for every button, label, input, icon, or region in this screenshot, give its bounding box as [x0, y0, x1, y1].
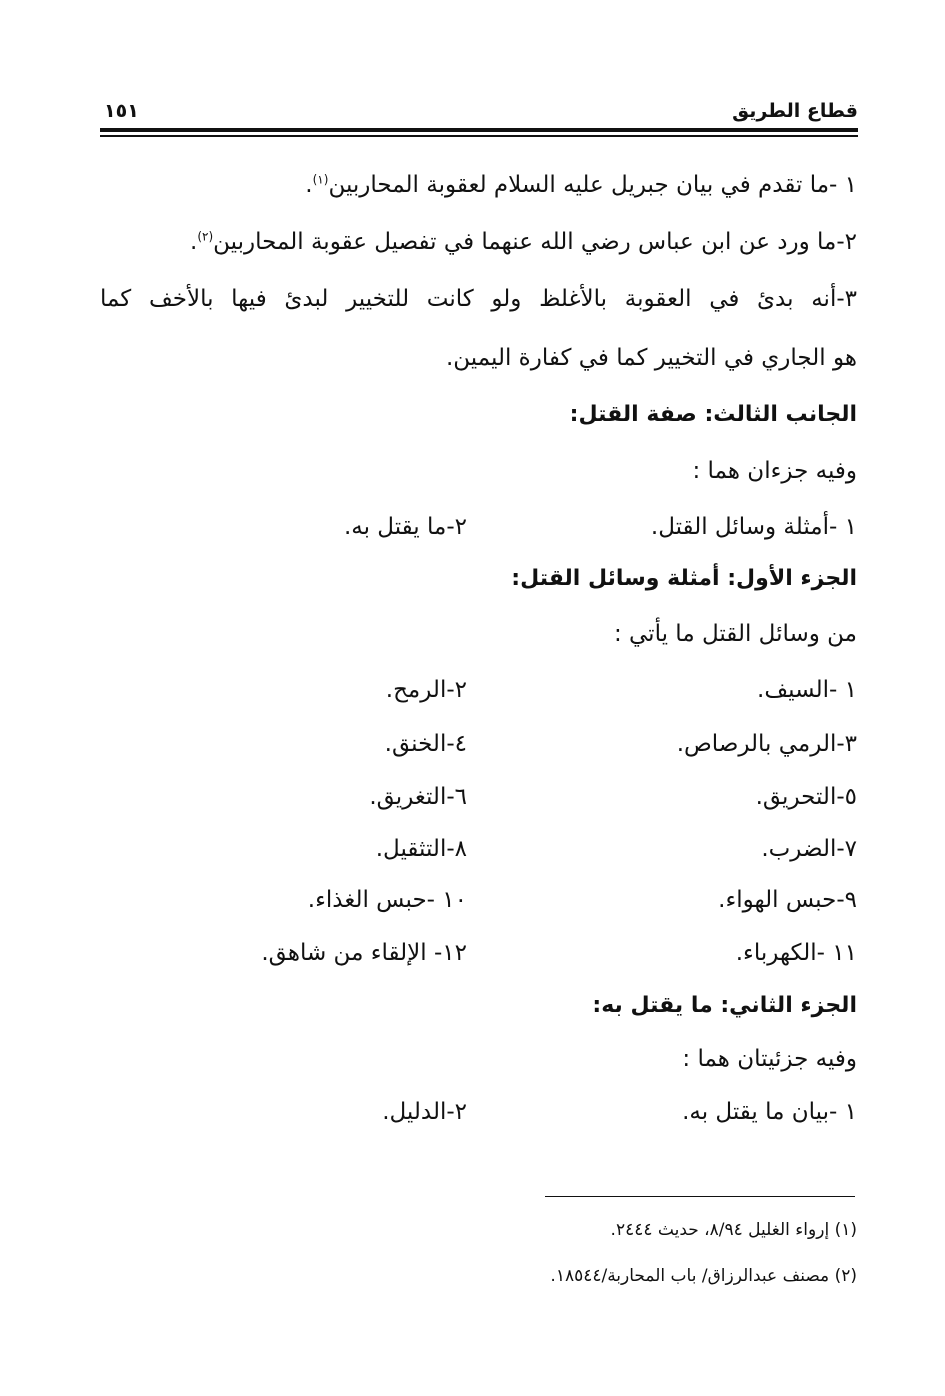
- chapter-title: قطاع الطريق: [732, 100, 858, 122]
- method-item: ٥-التحريق.: [755, 784, 857, 810]
- footnote-ref-2[interactable]: (٢): [197, 229, 214, 244]
- part2-intro: وفيه جزئيتان هما :: [682, 1046, 857, 1072]
- footnote-separator: [545, 1196, 855, 1197]
- running-header: [100, 98, 858, 130]
- part1-intro: من وسائل القتل ما يأتي :: [613, 621, 857, 647]
- method-item: ١١ -الكهرباء.: [735, 940, 857, 966]
- evidence-item-2-text: ٢-ما ورد عن ابن عباس رضي الله عنهما في تفصيل عقوبة المحاربين: [213, 229, 857, 255]
- header-rule-thin: [100, 135, 858, 137]
- evidence-item-3-line-1: ٣-أنه بدئ في العقوبة بالأغلظ ولو كانت للتخيير لبدئ فيها بالأخف كما: [100, 286, 857, 312]
- method-item: ٤-الخنق.: [384, 731, 467, 757]
- footnote-2: (٢) مصنف عبدالرزاق/ باب المحاربة/١٨٥٤٤.: [550, 1266, 857, 1286]
- evidence-item-1: [305, 172, 857, 198]
- part2-heading: الجزء الثاني: ما يقتل به:: [592, 993, 857, 1018]
- evidence-item-2: [190, 229, 857, 255]
- method-item: ٧-الضرب.: [761, 836, 857, 862]
- method-item: ٣-الرمي بالرصاص.: [676, 731, 857, 757]
- evidence-item-2-end: .: [190, 229, 198, 255]
- section-part-2: ٢-ما يقتل به.: [343, 514, 467, 540]
- method-item: ٨-التثقيل.: [375, 836, 467, 862]
- footnote-ref-1[interactable]: (١): [312, 172, 329, 187]
- method-item: ٩-حبس الهواء.: [718, 887, 857, 913]
- method-item: ٢-الرمح.: [385, 677, 467, 703]
- section-part-1: ١ -أمثلة وسائل القتل.: [650, 514, 857, 540]
- method-item: ٦-التغريق.: [369, 784, 467, 810]
- evidence-item-1-end: .: [305, 172, 313, 198]
- part2-item-2: ٢-الدليل.: [382, 1099, 467, 1125]
- method-item: ١٢- الإلقاء من شاهق.: [261, 940, 467, 966]
- method-item: ١ -السيف.: [757, 677, 857, 703]
- method-item: ١٠ -حبس الغذاء.: [307, 887, 467, 913]
- evidence-item-1-text: ١ -ما تقدم في بيان جبريل عليه السلام لعقوبة المحاربين: [328, 172, 857, 198]
- section-heading: الجانب الثالث: صفة القتل:: [569, 402, 857, 427]
- section-intro: وفيه جزءان هما :: [692, 458, 857, 484]
- evidence-item-3-line-2: هو الجاري في التخيير كما في كفارة اليمين.: [445, 345, 857, 371]
- part1-heading: الجزء الأول: أمثلة وسائل القتل:: [511, 566, 857, 591]
- page-number: ١٥١: [104, 100, 139, 122]
- header-rule-thick: [100, 128, 858, 132]
- footnote-1: (١) إرواء الغليل ٨/٩٤، حديث ٢٤٤٤.: [610, 1220, 857, 1240]
- part2-item-1: ١ -بيان ما يقتل به.: [682, 1099, 857, 1125]
